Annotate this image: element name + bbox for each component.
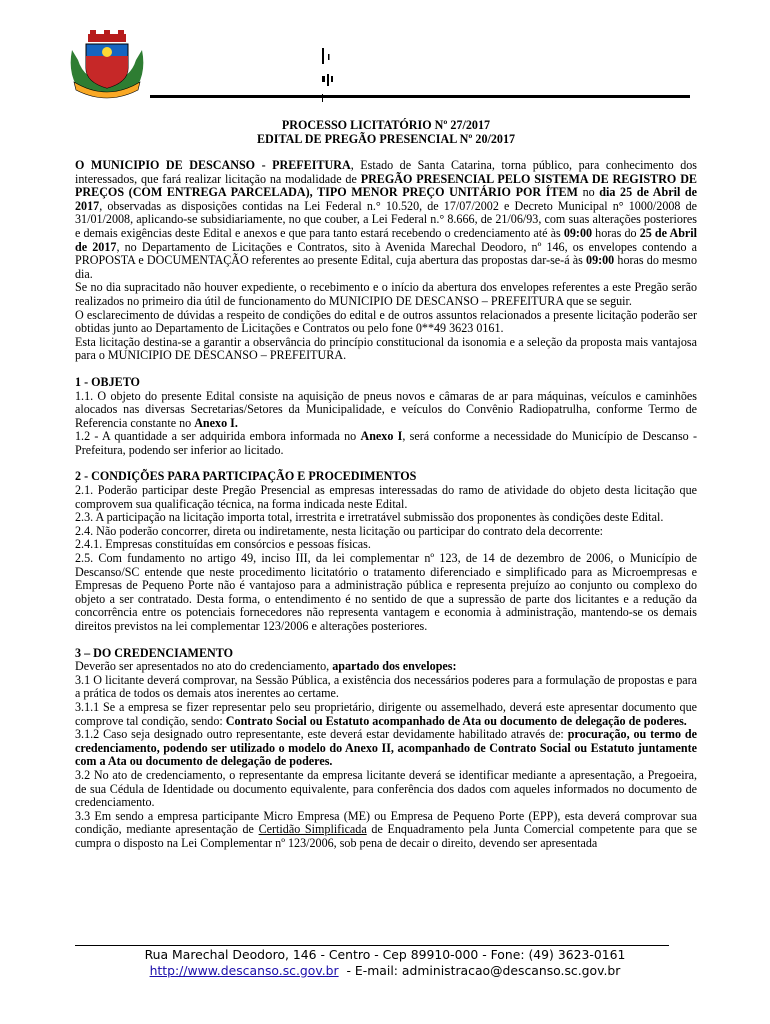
emphasis: procuração, ou termo de credenciamento, podendo ser utilizado o modelo do Anexo II, acompanhado de Contrato Social ou Estatuto juntamente com a Ata ou documento de delegação de poderes. (75, 727, 697, 769)
clause: 3.1 O licitante deverá comprovar, na Sessão Pública, a existência dos necessários poderes para a formulação de propostas e para a prática de todos os demais atos inerentes ao certame. (75, 672, 697, 701)
modality: PREGÃO PRESENCIAL PELO SISTEMA DE REGISTRO DE PREÇOS (COM ENTREGA PARCELADA), TIPO MENOR PREÇO UNITÁRIO POR ÍTEM (75, 171, 697, 200)
date: 25 de Abril de 2017 (75, 225, 698, 254)
text-run: , observadas as disposições contidas na Lei Federal n.° 10.520, de 17/07/2002 e Decreto Municipal n° 1000/2008 de 31/01/2008, aplicando-se subsidiariamente, no que couber, a Lei Federal n.° 8.666, de 21/06/93, com suas alterações posteriores e demais exigências deste Edital e anexos e que para tanto estará recebendo o credenciamento até às (75, 198, 697, 240)
text-run: horas do mesmo dia. (75, 253, 697, 281)
text-run: 3.1.2 Caso seja designado outro representante, este deverá estar devidamente habilitado através de: (75, 727, 568, 742)
intro-paragraph: O esclarecimento de dúvidas a respeito de condições do edital e de outros assuntos relacionados a presente licitação poderão ser obtidas junto ao Departamento de Licitações e Contratos ou pelo fone 0**49 3623 0161. (75, 307, 697, 336)
text-run: 3.3 Em sendo a empresa participante Micro Empresa (ME) ou Empresa de Pequeno Porte (EPP), esta deverá comprovar sua condição, mediante apresentação de (75, 808, 697, 837)
footer-address: Rua Marechal Deodoro, 146 - Centro - Cep 89910-000 - Fone: (49) 3623-0161 (144, 947, 626, 962)
clause (75, 701, 697, 728)
text-run: Deverão ser apresentados no ato do credenciamento, (75, 659, 333, 674)
municipality-name: O MUNICIPIO DE DESCANSO - PREFEITURA (75, 158, 351, 172)
text-run: 1.2 - A quantidade a ser adquirida embora informada no (75, 429, 361, 444)
time: 09:00 (563, 225, 593, 240)
footer (75, 947, 695, 978)
text-run: de Enquadramento pela Junta Comercial competente para que se cumpra o disposto na Lei Complementar nº 123/2006, sob pena de decair o direito, devendo ser apresentada (75, 822, 697, 850)
intro-paragraph: Se no dia supracitado não houver expediente, o recebimento e o início da abertura dos envelopes referentes a este Pregão serão realizados no primeiro dia útil de funcionamento do MUNICIPIO DE DESCANSO – PREFEITURA que se seguir. (75, 280, 697, 308)
document-titles (75, 118, 697, 146)
text-run: 1.1. O objeto do presente Edital consiste na aquisição de pneus novos e câmaras de ar para máquinas, veículos e caminhões alocados nas diversas Secretarias/Setores da Municipalidade, e veículos do Convênio Radiopatrulha, conforme Termo de Referencia constante no (75, 388, 697, 430)
emphasis: Contrato Social ou Estatuto acompanhado de Ata ou documento de delegação de poderes. (225, 713, 687, 728)
website-link[interactable]: http://www.descanso.sc.gov.br (149, 962, 339, 978)
intro-paragraph: Esta licitação destina-se a garantir a observância do princípio constitucional da isonomia e a seleção da proposta mais vantajosa para o MUNICIPIO DE DESCANSO – PREFEITURA. (75, 334, 697, 363)
annex-ref: Anexo I. (194, 415, 238, 430)
clause (75, 810, 697, 851)
section-heading: 1 - OBJETO (75, 374, 140, 389)
clause: 2.1. Poderão participar deste Pregão Presencial as empresas interessadas do ramo de atividade do objeto desta licitação que comprovem sua qualificação técnica, na forma indicada neste Edital. (75, 483, 697, 511)
footer-contacts (75, 963, 695, 979)
clause: 2.4.1. Empresas constituídas em consórcios e pessoas físicas. (75, 537, 371, 552)
section-heading: 2 - CONDIÇÕES PARA PARTICIPAÇÃO E PROCEDIMENTOS (75, 469, 417, 484)
process-title: PROCESSO LICITATÓRIO Nº 27/2017 (281, 118, 491, 132)
clause (75, 728, 697, 769)
clause (75, 430, 697, 457)
emphasis: apartado dos envelopes: (332, 659, 457, 674)
annex-ref: Anexo I (360, 429, 403, 444)
text-run: , Estado de Santa Catarina, torna público, para conhecimento dos interessados, que fará realizar licitação na modalidade de (75, 158, 698, 186)
footer-divider (75, 945, 669, 946)
text-run: no (577, 185, 600, 200)
underlined-term: Certidão Simplificada (258, 822, 367, 837)
footer-email: - E-mail: administracao@descanso.sc.gov.br (338, 962, 621, 978)
clause (75, 390, 697, 431)
date: dia 25 de Abril de 2017 (75, 185, 698, 213)
text-run: 3.1.1 Se a empresa se fizer representar pelo seu proprietário, dirigente ou assemelhado, deverá este apresentar documento que comprove tal condição, sendo: (75, 699, 697, 728)
section-heading: 3 – DO CREDENCIAMENTO (75, 645, 234, 660)
intro-paragraph (75, 159, 697, 281)
document-body (75, 118, 697, 851)
header-emblem-icon (320, 44, 340, 102)
header-divider (150, 95, 690, 98)
coat-of-arms-icon (66, 30, 148, 100)
clause: 3.2 No ato de credenciamento, o representante da empresa licitante deverá se identificar mediante a apresentação, a Pregoeira, de sua Cédula de Identidade ou documento equivalente, para conferência dos dados com aqueles informados no documento de credenciamento. (75, 767, 697, 810)
clause: 2.3. A participação na licitação importa total, irrestrita e irretratável submissão dos proponentes às condições deste Edital. (75, 510, 664, 525)
text-run: , no Departamento de Licitações e Contratos, sito à Avenida Marechal Deodoro, nº 146, os envelopes contendo a PROPOSTA e DOCUMENTAÇÃO referentes ao presente Edital, cuja abertura das propostas dar-se-á às (75, 239, 697, 268)
text-run: , será conforme a necessidade do Município de Descanso - Prefeitura, podendo ser inferior ao licitado. (75, 429, 697, 457)
text-run: horas do (592, 225, 640, 240)
time: 09:00 (586, 253, 615, 268)
edital-title: EDITAL DE PREGÃO PRESENCIAL Nº 20/2017 (256, 132, 516, 146)
clause: 2.4. Não poderão concorrer, direta ou indiretamente, nesta licitação ou participar do contrato dela decorrente: (75, 523, 604, 538)
letterhead (0, 0, 770, 110)
clause: 2.5. Com fundamento no artigo 49, inciso III, da lei complementar nº 123, de 14 de dezembro de 2006, o Município de Descanso/SC entende que neste procedimento licitatório o tratamento diferenciado e simplificado para as Microempresas e Empresas de Pequeno Porte não é vantajoso para a administração pública e representa prejuízo ao conjunto ou complexo do objeto a ser contratado. Desta forma, o entendimento é no sentido de que a supressão de parte dos licitantes e a redução da concorrência entre os potenciais fornecedores não representa vantagem e economia à administração, mantendo-se os demais direitos previstos na lei complementar 123/2006 e alterações posteriores. (75, 551, 697, 633)
clause (75, 660, 697, 674)
